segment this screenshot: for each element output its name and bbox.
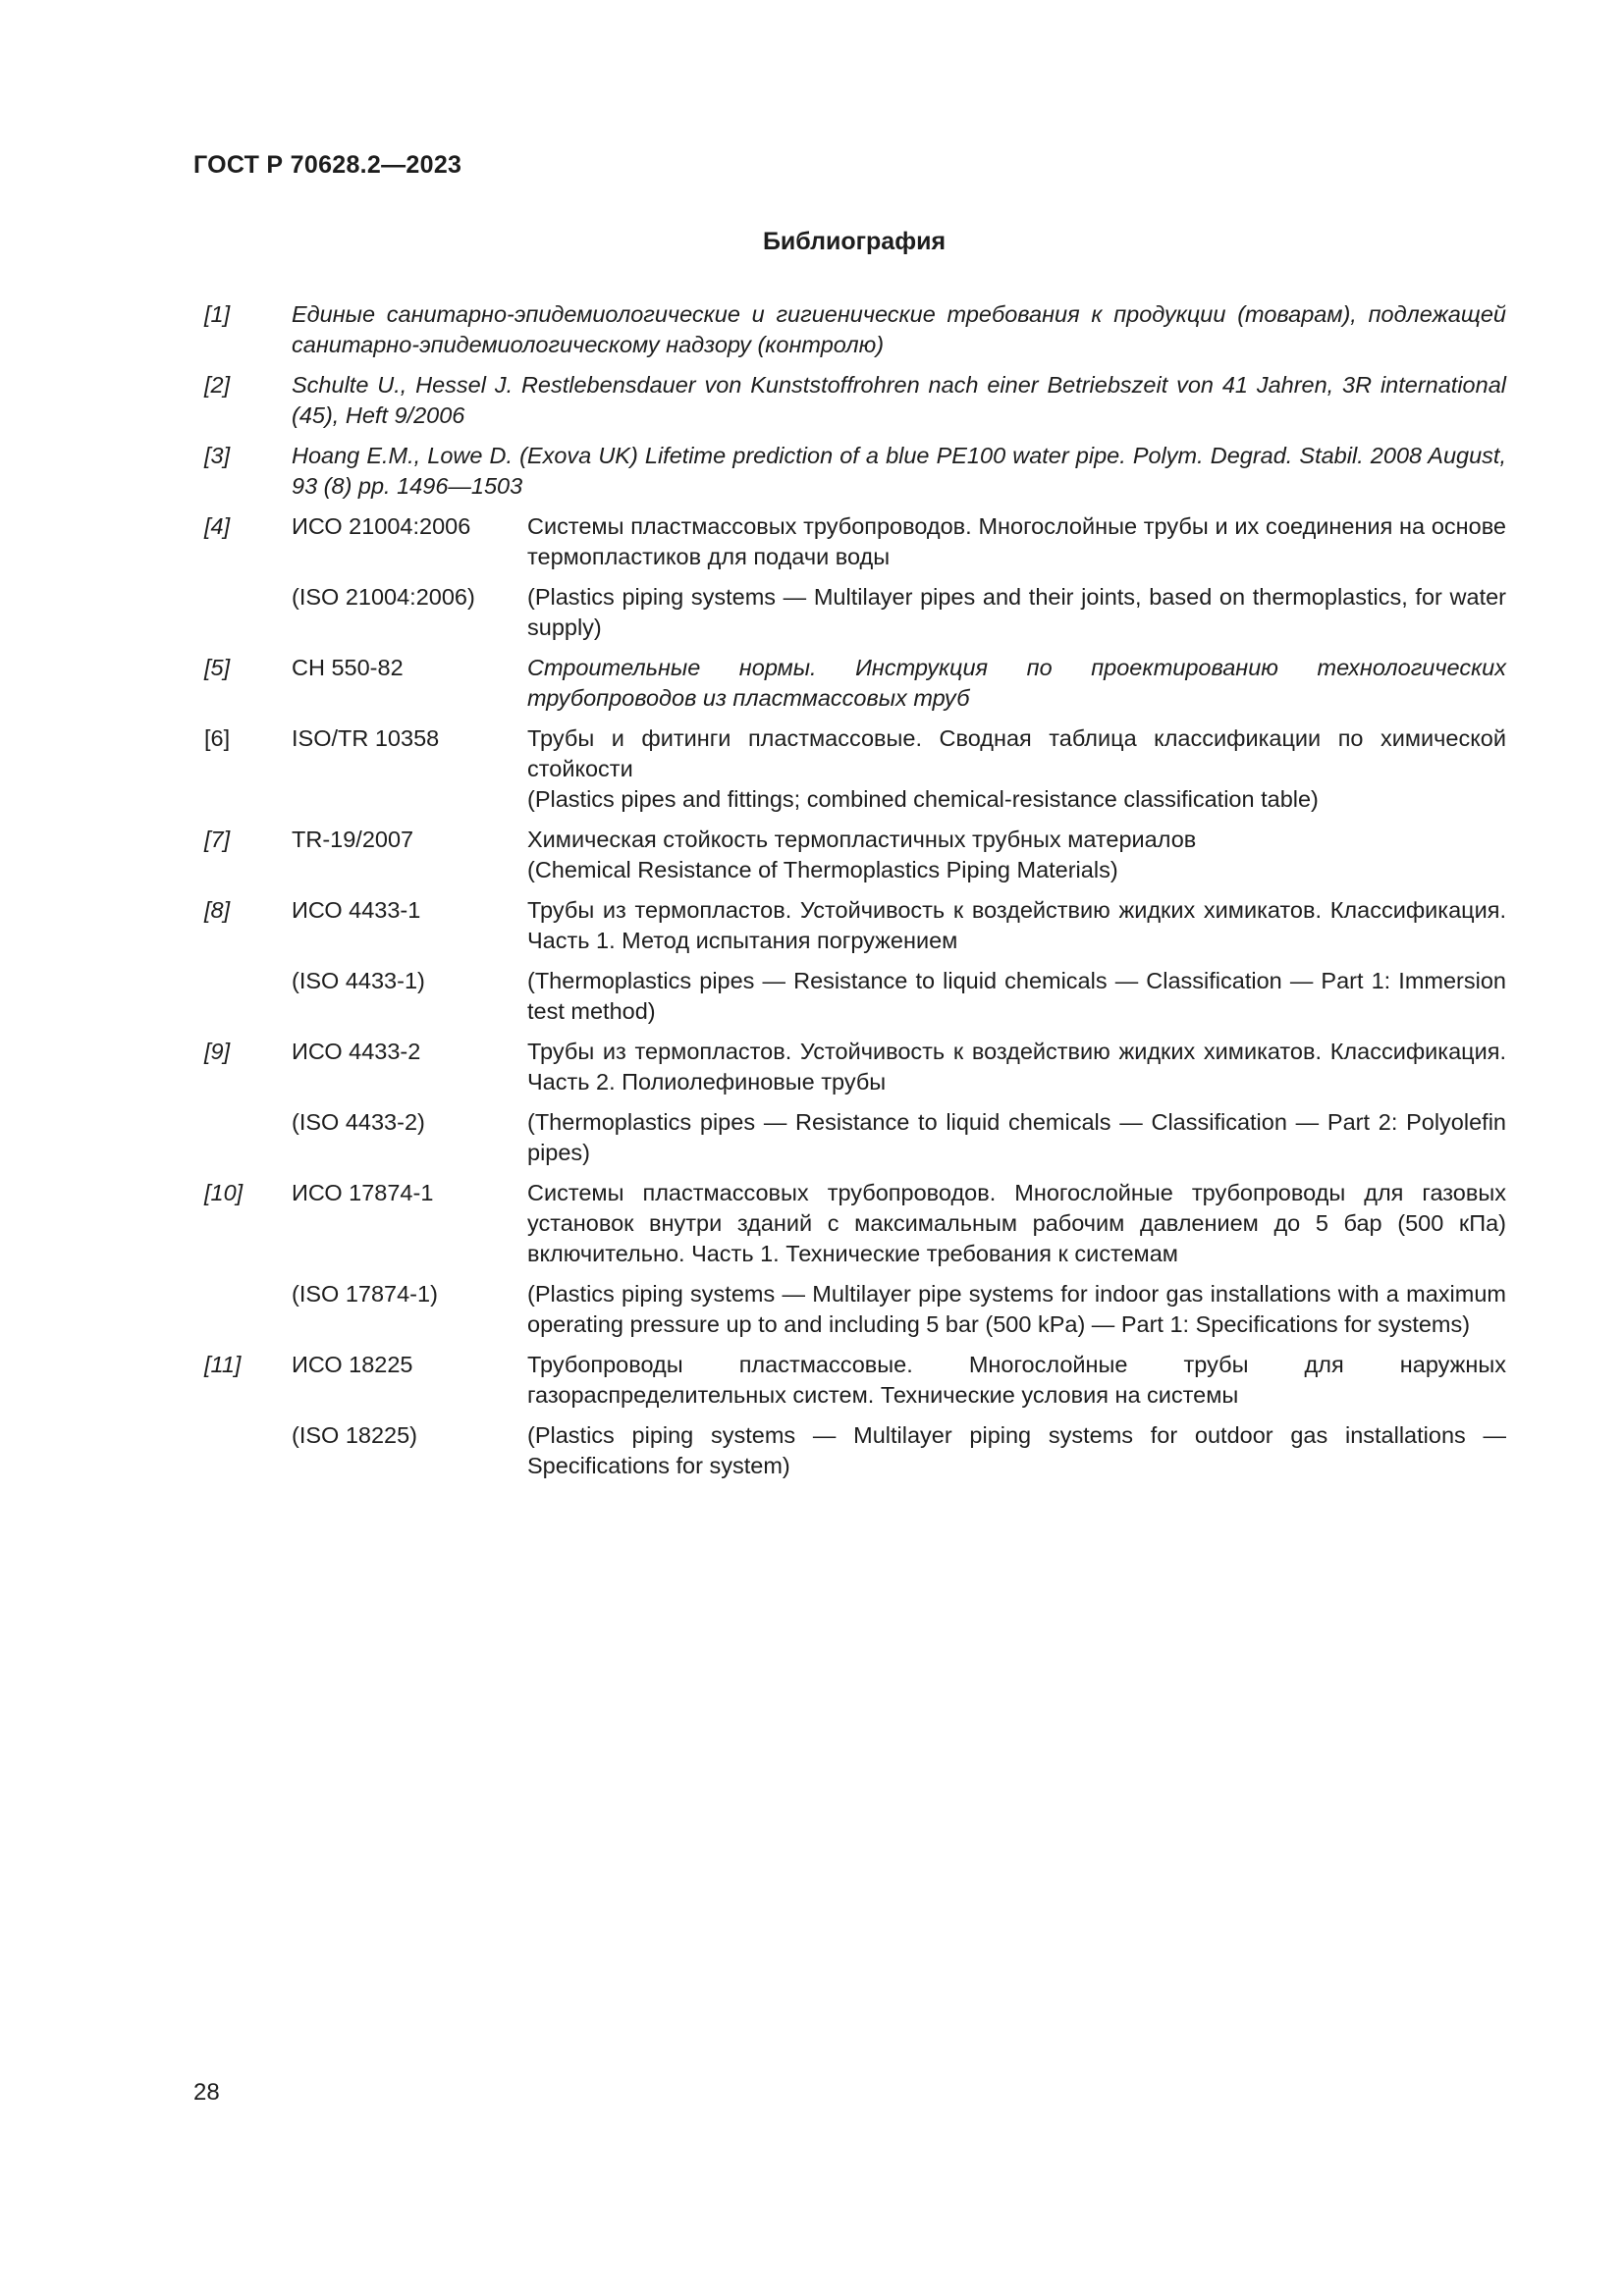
entry-number: [6]: [204, 725, 231, 751]
entry-code: (ISO 21004:2006): [292, 584, 475, 610]
entry-description: Системы пластмассовых трубопроводов. Многослойные трубы и их соединения на основе термопластиков для подачи воды: [527, 513, 1506, 569]
entry-text: Hoang E.M., Lowe D. (Exova UK) Lifetime prediction of a blue PE100 water pipe. Polym. Degrad. Stabil. 2008 August, 93 (8) pp. 1496—1503: [292, 443, 1506, 499]
bibliography-subentry: [204, 582, 1506, 643]
bibliography-entry: [204, 1178, 1506, 1269]
entry-number: [7]: [204, 827, 231, 852]
entry-number: [1]: [204, 301, 231, 327]
entry-description: Строительные нормы. Инструкция по проектированию технологических трубопроводов из пластмассовых труб: [527, 655, 1506, 711]
bibliography-entry: [204, 370, 1506, 431]
bibliography-entry: [204, 299, 1506, 360]
entry-description-en: (Plastics pipes and fittings; combined chemical-resistance classification table): [527, 786, 1319, 812]
page-number: 28: [193, 2079, 220, 2106]
bibliography-entry: [204, 723, 1506, 815]
entry-code: ИСО 17874-1: [292, 1180, 434, 1205]
bibliography-entry: [204, 1350, 1506, 1411]
entry-code: ИСО 4433-1: [292, 897, 421, 923]
section-title: Библиография: [762, 228, 947, 255]
bibliography-entry: [204, 653, 1506, 714]
entry-code: ИСО 21004:2006: [292, 513, 471, 539]
entry-text: Schulte U., Hessel J. Restlebensdauer von Kunststoffrohren nach einer Betriebszeit von 41 Jahren, 3R international (45), Heft 9/2006: [292, 372, 1506, 428]
entry-code: ИСО 4433-2: [292, 1039, 421, 1064]
entry-number: [2]: [204, 372, 231, 398]
entry-description: Трубы из термопластов. Устойчивость к воздействию жидких химикатов. Классификация. Часть 2. Полиолефиновые трубы: [527, 1039, 1506, 1095]
entry-code: (ISO 4433-1): [292, 968, 425, 993]
entry-number: [11]: [204, 1352, 242, 1377]
bibliography-entry: [204, 825, 1506, 885]
entry-description: (Thermoplastics pipes — Resistance to liquid chemicals — Classification — Part 2: Polyolefin pipes): [527, 1109, 1506, 1165]
entry-description: Системы пластмассовых трубопроводов. Многослойные трубопроводы для газовых установок внутри зданий с максимальным рабочим давлением до 5 бар (500 кПа) включительно. Часть 1. Технические требования к системам: [527, 1180, 1506, 1266]
bibliography-subentry: [204, 1279, 1506, 1340]
bibliography-entry: [204, 895, 1506, 956]
entry-number: [4]: [204, 513, 231, 539]
entry-text: Единые санитарно-эпидемиологические и гигиенические требования к продукции (товарам), подлежащей санитарно-эпидемиологическому надзору (контролю): [292, 301, 1506, 357]
entry-code: TR-19/2007: [292, 827, 414, 852]
document-header: ГОСТ Р 70628.2—2023: [193, 151, 462, 179]
entry-description: (Plastics piping systems — Multilayer pipe systems for indoor gas installations with a maximum operating pressure up to and including 5 bar (500 kPa) — Part 1: Specifications for systems): [527, 1281, 1506, 1337]
entry-number: [9]: [204, 1039, 231, 1064]
entry-description: (Plastics piping systems — Multilayer pipes and their joints, based on thermoplastics, for water supply): [527, 584, 1506, 640]
entry-code: СН 550-82: [292, 655, 404, 680]
bibliography-entry: [204, 511, 1506, 572]
entry-number: [3]: [204, 443, 231, 468]
entry-code: ИСО 18225: [292, 1352, 413, 1377]
entry-number: [5]: [204, 655, 231, 680]
entry-description: [527, 723, 1506, 815]
entry-code: ISO/TR 10358: [292, 725, 440, 751]
entry-description-ru: Химическая стойкость термопластичных трубных материалов: [527, 827, 1197, 852]
entry-code: (ISO 18225): [292, 1422, 418, 1448]
bibliography-subentry: [204, 1420, 1506, 1481]
entry-description: (Plastics piping systems — Multilayer piping systems for outdoor gas installations — Specifications for system): [527, 1422, 1506, 1478]
bibliography-entry: [204, 1037, 1506, 1097]
entry-description: Трубопроводы пластмассовые. Многослойные трубы для наружных газораспределительных систем. Технические условия на системы: [527, 1352, 1506, 1408]
entry-description: [527, 825, 1506, 885]
entry-description: Трубы из термопластов. Устойчивость к воздействию жидких химикатов. Классификация. Часть 1. Метод испытания погружением: [527, 897, 1506, 953]
entry-description: (Thermoplastics pipes — Resistance to liquid chemicals — Classification — Part 1: Immersion test method): [527, 968, 1506, 1024]
bibliography-entry: [204, 441, 1506, 502]
bibliography-subentry: [204, 1107, 1506, 1168]
entry-code: (ISO 4433-2): [292, 1109, 425, 1135]
bibliography-subentry: [204, 966, 1506, 1027]
entry-description-en: (Chemical Resistance of Thermoplastics Piping Materials): [527, 857, 1118, 882]
bibliography-list: [204, 299, 1506, 1491]
entry-number: [10]: [204, 1180, 244, 1205]
entry-number: [8]: [204, 897, 231, 923]
entry-code: (ISO 17874-1): [292, 1281, 438, 1307]
entry-description-ru: Трубы и фитинги пластмассовые. Сводная таблица классификации по химической стойкости: [527, 725, 1506, 781]
